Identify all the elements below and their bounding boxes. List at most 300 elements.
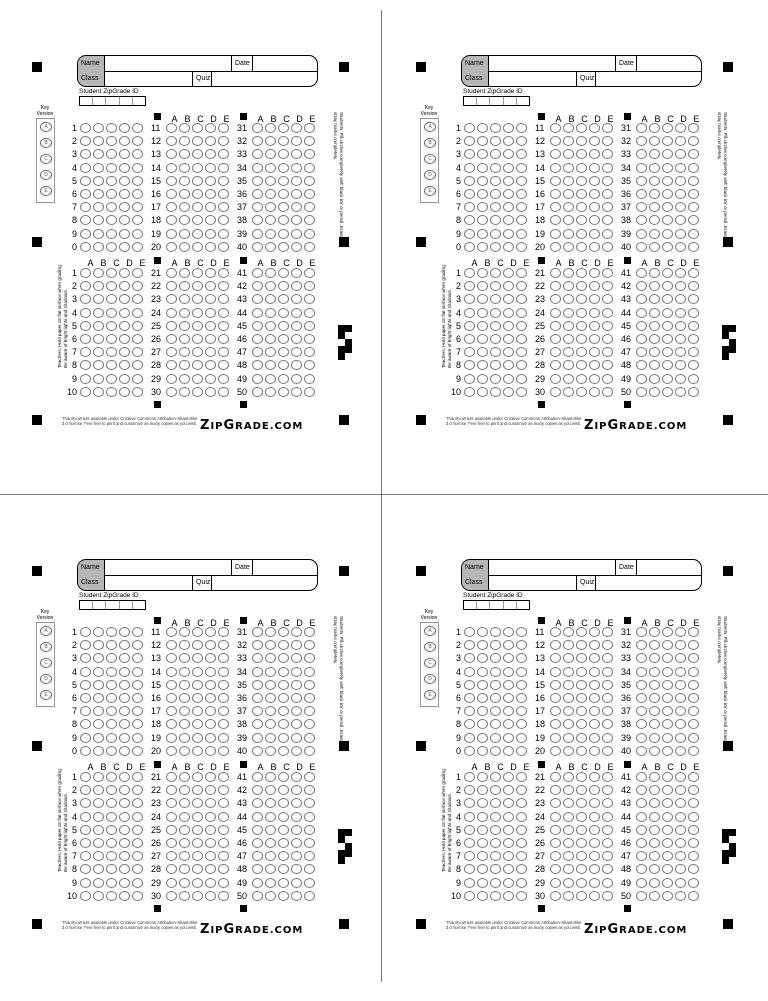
answer-bubble[interactable] xyxy=(252,798,263,808)
answer-bubble[interactable] xyxy=(649,334,660,344)
answer-bubble[interactable] xyxy=(304,163,315,173)
answer-bubble[interactable] xyxy=(304,719,315,729)
answer-bubble[interactable] xyxy=(636,706,647,716)
id-digit-cell[interactable] xyxy=(477,97,490,105)
answer-bubble[interactable] xyxy=(675,878,686,888)
answer-bubble[interactable] xyxy=(675,387,686,397)
id-digit-cell[interactable] xyxy=(490,601,503,609)
answer-bubble[interactable] xyxy=(304,878,315,888)
answer-bubble[interactable] xyxy=(649,189,660,199)
answer-bubble[interactable] xyxy=(688,347,699,357)
answer-bubble[interactable] xyxy=(304,851,315,861)
answer-bubble[interactable] xyxy=(265,878,276,888)
answer-bubble[interactable] xyxy=(291,825,302,835)
student-id-box[interactable] xyxy=(79,600,146,610)
answer-bubble[interactable] xyxy=(675,268,686,278)
answer-bubble[interactable] xyxy=(688,202,699,212)
key-version-bubble[interactable]: E xyxy=(424,690,436,700)
id-digit-cell[interactable] xyxy=(106,601,119,609)
answer-bubble[interactable] xyxy=(662,785,673,795)
answer-bubble[interactable] xyxy=(649,706,660,716)
answer-bubble[interactable] xyxy=(278,281,289,291)
answer-bubble[interactable] xyxy=(675,733,686,743)
answer-bubble[interactable] xyxy=(265,825,276,835)
answer-bubble[interactable] xyxy=(278,667,289,677)
key-version-bubble[interactable]: E xyxy=(424,186,436,196)
answer-bubble[interactable] xyxy=(304,864,315,874)
answer-bubble[interactable] xyxy=(278,308,289,318)
answer-bubble[interactable] xyxy=(649,294,660,304)
answer-bubble[interactable] xyxy=(636,693,647,703)
answer-bubble[interactable] xyxy=(688,772,699,782)
answer-bubble[interactable] xyxy=(304,798,315,808)
answer-bubble[interactable] xyxy=(304,202,315,212)
answer-bubble[interactable] xyxy=(291,215,302,225)
answer-bubble[interactable] xyxy=(278,189,289,199)
answer-bubble[interactable] xyxy=(636,878,647,888)
answer-bubble[interactable] xyxy=(636,864,647,874)
id-digit-cell[interactable] xyxy=(504,97,517,105)
answer-bubble[interactable] xyxy=(662,215,673,225)
answer-bubble[interactable] xyxy=(675,374,686,384)
answer-bubble[interactable] xyxy=(662,294,673,304)
key-version-bubble[interactable]: E xyxy=(40,186,52,196)
answer-bubble[interactable] xyxy=(636,825,647,835)
answer-bubble[interactable] xyxy=(304,360,315,370)
answer-bubble[interactable] xyxy=(278,123,289,133)
answer-bubble[interactable] xyxy=(649,733,660,743)
answer-bubble[interactable] xyxy=(649,719,660,729)
answer-bubble[interactable] xyxy=(265,838,276,848)
answer-bubble[interactable] xyxy=(265,268,276,278)
answer-bubble[interactable] xyxy=(291,202,302,212)
answer-bubble[interactable] xyxy=(291,149,302,159)
answer-bubble[interactable] xyxy=(688,627,699,637)
answer-bubble[interactable] xyxy=(304,680,315,690)
answer-bubble[interactable] xyxy=(291,772,302,782)
answer-bubble[interactable] xyxy=(252,733,263,743)
answer-bubble[interactable] xyxy=(649,653,660,663)
answer-bubble[interactable] xyxy=(252,136,263,146)
answer-bubble[interactable] xyxy=(291,123,302,133)
answer-bubble[interactable] xyxy=(675,798,686,808)
answer-bubble[interactable] xyxy=(291,163,302,173)
answer-bubble[interactable] xyxy=(675,189,686,199)
answer-bubble[interactable] xyxy=(636,123,647,133)
answer-bubble[interactable] xyxy=(675,772,686,782)
answer-bubble[interactable] xyxy=(675,680,686,690)
answer-bubble[interactable] xyxy=(662,640,673,650)
answer-bubble[interactable] xyxy=(636,640,647,650)
answer-bubble[interactable] xyxy=(252,772,263,782)
answer-bubble[interactable] xyxy=(662,281,673,291)
answer-bubble[interactable] xyxy=(278,242,289,252)
answer-bubble[interactable] xyxy=(265,640,276,650)
id-digit-cell[interactable] xyxy=(477,601,490,609)
key-version-bubble[interactable]: B xyxy=(40,642,52,652)
answer-bubble[interactable] xyxy=(649,308,660,318)
answer-bubble[interactable] xyxy=(252,229,263,239)
answer-bubble[interactable] xyxy=(304,281,315,291)
answer-bubble[interactable] xyxy=(662,123,673,133)
answer-bubble[interactable] xyxy=(662,680,673,690)
answer-bubble[interactable] xyxy=(675,667,686,677)
answer-bubble[interactable] xyxy=(304,229,315,239)
answer-bubble[interactable] xyxy=(291,653,302,663)
id-digit-cell[interactable] xyxy=(464,601,477,609)
answer-bubble[interactable] xyxy=(649,347,660,357)
answer-bubble[interactable] xyxy=(636,321,647,331)
answer-bubble[interactable] xyxy=(688,294,699,304)
answer-bubble[interactable] xyxy=(636,281,647,291)
key-version-bubble[interactable]: E xyxy=(40,690,52,700)
answer-bubble[interactable] xyxy=(304,189,315,199)
answer-bubble[interactable] xyxy=(278,798,289,808)
answer-bubble[interactable] xyxy=(649,202,660,212)
name-field[interactable] xyxy=(489,56,616,71)
id-digit-cell[interactable] xyxy=(464,97,477,105)
answer-bubble[interactable] xyxy=(675,640,686,650)
answer-bubble[interactable] xyxy=(252,281,263,291)
answer-bubble[interactable] xyxy=(662,627,673,637)
answer-bubble[interactable] xyxy=(675,308,686,318)
answer-bubble[interactable] xyxy=(304,215,315,225)
answer-bubble[interactable] xyxy=(265,189,276,199)
answer-bubble[interactable] xyxy=(662,667,673,677)
answer-bubble[interactable] xyxy=(688,281,699,291)
answer-bubble[interactable] xyxy=(265,176,276,186)
id-digit-cell[interactable] xyxy=(120,97,133,105)
answer-bubble[interactable] xyxy=(688,374,699,384)
answer-bubble[interactable] xyxy=(662,136,673,146)
answer-bubble[interactable] xyxy=(649,215,660,225)
answer-bubble[interactable] xyxy=(291,308,302,318)
answer-bubble[interactable] xyxy=(675,149,686,159)
answer-bubble[interactable] xyxy=(688,667,699,677)
answer-bubble[interactable] xyxy=(636,242,647,252)
answer-bubble[interactable] xyxy=(675,653,686,663)
answer-bubble[interactable] xyxy=(278,627,289,637)
answer-bubble[interactable] xyxy=(265,693,276,703)
answer-bubble[interactable] xyxy=(278,360,289,370)
answer-bubble[interactable] xyxy=(278,733,289,743)
id-digit-cell[interactable] xyxy=(120,601,133,609)
answer-bubble[interactable] xyxy=(252,123,263,133)
answer-bubble[interactable] xyxy=(675,242,686,252)
answer-bubble[interactable] xyxy=(675,864,686,874)
answer-bubble[interactable] xyxy=(278,268,289,278)
answer-bubble[interactable] xyxy=(688,136,699,146)
answer-bubble[interactable] xyxy=(304,123,315,133)
answer-bubble[interactable] xyxy=(662,321,673,331)
answer-bubble[interactable] xyxy=(636,176,647,186)
answer-bubble[interactable] xyxy=(265,123,276,133)
answer-bubble[interactable] xyxy=(662,719,673,729)
answer-bubble[interactable] xyxy=(265,653,276,663)
answer-bubble[interactable] xyxy=(688,680,699,690)
answer-bubble[interactable] xyxy=(675,746,686,756)
answer-bubble[interactable] xyxy=(675,627,686,637)
answer-bubble[interactable] xyxy=(662,746,673,756)
key-version-bubble[interactable]: B xyxy=(424,642,436,652)
answer-bubble[interactable] xyxy=(649,838,660,848)
answer-bubble[interactable] xyxy=(252,812,263,822)
answer-bubble[interactable] xyxy=(636,851,647,861)
answer-bubble[interactable] xyxy=(675,123,686,133)
answer-bubble[interactable] xyxy=(649,136,660,146)
answer-bubble[interactable] xyxy=(278,387,289,397)
answer-bubble[interactable] xyxy=(265,360,276,370)
answer-bubble[interactable] xyxy=(291,706,302,716)
answer-bubble[interactable] xyxy=(688,189,699,199)
answer-bubble[interactable] xyxy=(649,229,660,239)
answer-bubble[interactable] xyxy=(649,693,660,703)
answer-bubble[interactable] xyxy=(278,294,289,304)
answer-bubble[interactable] xyxy=(252,176,263,186)
answer-bubble[interactable] xyxy=(649,123,660,133)
answer-bubble[interactable] xyxy=(252,374,263,384)
answer-bubble[interactable] xyxy=(688,163,699,173)
answer-bubble[interactable] xyxy=(252,308,263,318)
answer-bubble[interactable] xyxy=(252,640,263,650)
answer-bubble[interactable] xyxy=(675,347,686,357)
answer-bubble[interactable] xyxy=(291,746,302,756)
answer-bubble[interactable] xyxy=(252,851,263,861)
answer-bubble[interactable] xyxy=(252,838,263,848)
answer-bubble[interactable] xyxy=(278,215,289,225)
answer-bubble[interactable] xyxy=(291,798,302,808)
answer-bubble[interactable] xyxy=(688,123,699,133)
answer-bubble[interactable] xyxy=(252,347,263,357)
answer-bubble[interactable] xyxy=(252,680,263,690)
answer-bubble[interactable] xyxy=(662,202,673,212)
answer-bubble[interactable] xyxy=(291,347,302,357)
answer-bubble[interactable] xyxy=(688,176,699,186)
answer-bubble[interactable] xyxy=(649,268,660,278)
answer-bubble[interactable] xyxy=(304,321,315,331)
answer-bubble[interactable] xyxy=(649,680,660,690)
answer-bubble[interactable] xyxy=(636,785,647,795)
answer-bubble[interactable] xyxy=(304,268,315,278)
answer-bubble[interactable] xyxy=(304,772,315,782)
answer-bubble[interactable] xyxy=(278,653,289,663)
answer-bubble[interactable] xyxy=(291,680,302,690)
answer-bubble[interactable] xyxy=(675,812,686,822)
answer-bubble[interactable] xyxy=(304,176,315,186)
id-digit-cell[interactable] xyxy=(517,601,529,609)
id-digit-cell[interactable] xyxy=(80,601,93,609)
key-version-bubble[interactable]: A xyxy=(40,122,52,132)
answer-bubble[interactable] xyxy=(278,149,289,159)
answer-bubble[interactable] xyxy=(675,163,686,173)
answer-bubble[interactable] xyxy=(291,242,302,252)
answer-bubble[interactable] xyxy=(649,667,660,677)
answer-bubble[interactable] xyxy=(662,308,673,318)
answer-bubble[interactable] xyxy=(278,772,289,782)
answer-bubble[interactable] xyxy=(278,864,289,874)
answer-bubble[interactable] xyxy=(252,189,263,199)
answer-bubble[interactable] xyxy=(265,719,276,729)
answer-bubble[interactable] xyxy=(688,242,699,252)
answer-bubble[interactable] xyxy=(649,825,660,835)
key-version-bubble[interactable]: A xyxy=(424,626,436,636)
answer-bubble[interactable] xyxy=(636,387,647,397)
answer-bubble[interactable] xyxy=(649,746,660,756)
answer-bubble[interactable] xyxy=(291,189,302,199)
answer-bubble[interactable] xyxy=(636,189,647,199)
answer-bubble[interactable] xyxy=(636,136,647,146)
answer-bubble[interactable] xyxy=(265,851,276,861)
answer-bubble[interactable] xyxy=(662,851,673,861)
answer-bubble[interactable] xyxy=(252,334,263,344)
answer-bubble[interactable] xyxy=(675,360,686,370)
answer-bubble[interactable] xyxy=(675,719,686,729)
answer-bubble[interactable] xyxy=(291,891,302,901)
answer-bubble[interactable] xyxy=(688,746,699,756)
answer-bubble[interactable] xyxy=(291,719,302,729)
answer-bubble[interactable] xyxy=(278,347,289,357)
answer-bubble[interactable] xyxy=(636,334,647,344)
answer-bubble[interactable] xyxy=(649,785,660,795)
answer-bubble[interactable] xyxy=(278,163,289,173)
student-id-box[interactable] xyxy=(79,96,146,106)
answer-bubble[interactable] xyxy=(252,149,263,159)
answer-bubble[interactable] xyxy=(252,864,263,874)
answer-bubble[interactable] xyxy=(662,163,673,173)
answer-bubble[interactable] xyxy=(649,242,660,252)
answer-bubble[interactable] xyxy=(304,334,315,344)
answer-bubble[interactable] xyxy=(252,653,263,663)
answer-bubble[interactable] xyxy=(265,387,276,397)
answer-bubble[interactable] xyxy=(291,136,302,146)
answer-bubble[interactable] xyxy=(649,640,660,650)
answer-bubble[interactable] xyxy=(649,360,660,370)
answer-bubble[interactable] xyxy=(636,746,647,756)
answer-bubble[interactable] xyxy=(649,387,660,397)
answer-bubble[interactable] xyxy=(265,334,276,344)
answer-bubble[interactable] xyxy=(688,360,699,370)
answer-bubble[interactable] xyxy=(649,281,660,291)
answer-bubble[interactable] xyxy=(278,321,289,331)
answer-bubble[interactable] xyxy=(688,706,699,716)
answer-bubble[interactable] xyxy=(662,268,673,278)
answer-bubble[interactable] xyxy=(636,294,647,304)
answer-bubble[interactable] xyxy=(252,268,263,278)
id-digit-cell[interactable] xyxy=(490,97,503,105)
answer-bubble[interactable] xyxy=(675,136,686,146)
answer-bubble[interactable] xyxy=(265,136,276,146)
answer-bubble[interactable] xyxy=(662,825,673,835)
answer-bubble[interactable] xyxy=(291,640,302,650)
answer-bubble[interactable] xyxy=(662,334,673,344)
name-field[interactable] xyxy=(105,560,232,575)
answer-bubble[interactable] xyxy=(252,294,263,304)
answer-bubble[interactable] xyxy=(265,149,276,159)
key-version-bubble[interactable]: D xyxy=(424,674,436,684)
answer-bubble[interactable] xyxy=(675,706,686,716)
answer-bubble[interactable] xyxy=(675,176,686,186)
key-version-bubble[interactable]: C xyxy=(424,658,436,668)
answer-bubble[interactable] xyxy=(688,719,699,729)
key-version-bubble[interactable]: C xyxy=(40,154,52,164)
answer-bubble[interactable] xyxy=(675,693,686,703)
answer-bubble[interactable] xyxy=(278,374,289,384)
key-version-bubble[interactable]: C xyxy=(424,154,436,164)
answer-bubble[interactable] xyxy=(662,176,673,186)
answer-bubble[interactable] xyxy=(278,785,289,795)
answer-bubble[interactable] xyxy=(252,242,263,252)
key-version-bubble[interactable]: D xyxy=(424,170,436,180)
answer-bubble[interactable] xyxy=(291,387,302,397)
id-digit-cell[interactable] xyxy=(93,601,106,609)
answer-bubble[interactable] xyxy=(278,176,289,186)
answer-bubble[interactable] xyxy=(662,891,673,901)
answer-bubble[interactable] xyxy=(304,891,315,901)
answer-bubble[interactable] xyxy=(252,693,263,703)
answer-bubble[interactable] xyxy=(265,864,276,874)
answer-bubble[interactable] xyxy=(278,693,289,703)
answer-bubble[interactable] xyxy=(688,878,699,888)
answer-bubble[interactable] xyxy=(636,308,647,318)
answer-bubble[interactable] xyxy=(649,864,660,874)
answer-bubble[interactable] xyxy=(252,746,263,756)
answer-bubble[interactable] xyxy=(688,825,699,835)
answer-bubble[interactable] xyxy=(265,812,276,822)
answer-bubble[interactable] xyxy=(688,387,699,397)
id-digit-cell[interactable] xyxy=(80,97,93,105)
answer-bubble[interactable] xyxy=(662,242,673,252)
answer-bubble[interactable] xyxy=(662,374,673,384)
answer-bubble[interactable] xyxy=(636,812,647,822)
answer-bubble[interactable] xyxy=(636,347,647,357)
answer-bubble[interactable] xyxy=(688,308,699,318)
answer-bubble[interactable] xyxy=(265,347,276,357)
answer-bubble[interactable] xyxy=(291,374,302,384)
answer-bubble[interactable] xyxy=(291,294,302,304)
answer-bubble[interactable] xyxy=(675,281,686,291)
answer-bubble[interactable] xyxy=(636,268,647,278)
answer-bubble[interactable] xyxy=(675,838,686,848)
answer-bubble[interactable] xyxy=(252,785,263,795)
answer-bubble[interactable] xyxy=(291,360,302,370)
key-version-bubble[interactable]: C xyxy=(40,658,52,668)
answer-bubble[interactable] xyxy=(252,627,263,637)
answer-bubble[interactable] xyxy=(278,719,289,729)
answer-bubble[interactable] xyxy=(252,825,263,835)
answer-bubble[interactable] xyxy=(291,321,302,331)
answer-bubble[interactable] xyxy=(675,294,686,304)
answer-bubble[interactable] xyxy=(304,347,315,357)
name-field[interactable] xyxy=(489,560,616,575)
answer-bubble[interactable] xyxy=(675,825,686,835)
answer-bubble[interactable] xyxy=(649,627,660,637)
answer-bubble[interactable] xyxy=(675,321,686,331)
answer-bubble[interactable] xyxy=(649,163,660,173)
answer-bubble[interactable] xyxy=(265,281,276,291)
answer-bubble[interactable] xyxy=(265,733,276,743)
answer-bubble[interactable] xyxy=(265,202,276,212)
answer-bubble[interactable] xyxy=(304,242,315,252)
answer-bubble[interactable] xyxy=(252,163,263,173)
answer-bubble[interactable] xyxy=(291,812,302,822)
answer-bubble[interactable] xyxy=(649,878,660,888)
student-id-box[interactable] xyxy=(463,96,530,106)
answer-bubble[interactable] xyxy=(265,680,276,690)
answer-bubble[interactable] xyxy=(265,798,276,808)
answer-bubble[interactable] xyxy=(304,374,315,384)
answer-bubble[interactable] xyxy=(252,878,263,888)
answer-bubble[interactable] xyxy=(265,229,276,239)
